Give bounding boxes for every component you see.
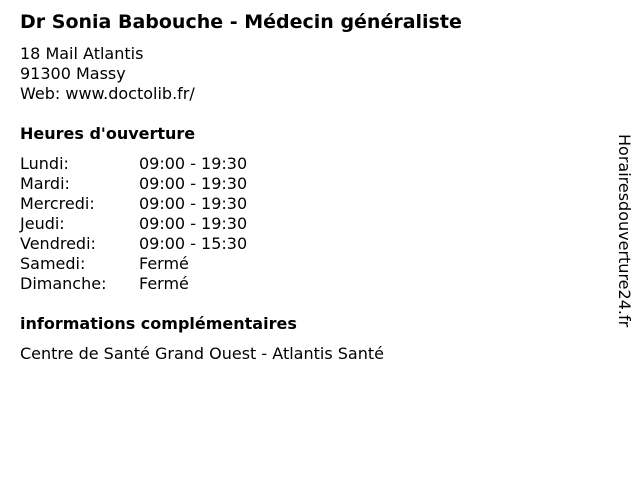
day-label: Dimanche:: [20, 274, 107, 293]
hours-row-sunday: [20, 274, 247, 294]
day-label: Samedi:: [20, 254, 86, 273]
day-label: Jeudi:: [20, 214, 65, 233]
hours-row-tuesday: [20, 174, 247, 194]
opening-hours-table: [20, 154, 247, 294]
hours-row-monday: [20, 154, 247, 174]
additional-info-heading: informations complémentaires: [20, 314, 297, 333]
day-label: Vendredi:: [20, 234, 96, 253]
hours-row-thursday: [20, 214, 247, 234]
hours-row-saturday: [20, 254, 247, 274]
street-address: 18 Mail Atlantis: [20, 44, 144, 63]
hours-value: 09:00 - 19:30: [139, 214, 248, 233]
hours-value: 09:00 - 19:30: [139, 194, 248, 213]
additional-info-text: Centre de Santé Grand Ouest - Atlantis Santé: [20, 344, 384, 363]
hours-value: 09:00 - 19:30: [139, 154, 248, 173]
business-info-card: [20, 0, 600, 480]
page-title: Dr Sonia Babouche - Médecin généraliste: [20, 11, 462, 33]
hours-value: Fermé: [139, 274, 189, 293]
hours-value: 09:00 - 15:30: [139, 234, 248, 253]
opening-hours-heading: Heures d'ouverture: [20, 124, 196, 143]
city-postcode: 91300 Massy: [20, 64, 126, 83]
hours-value: Fermé: [139, 254, 189, 273]
website-text: Web: www.doctolib.fr/: [20, 84, 195, 103]
day-label: Mardi:: [20, 174, 70, 193]
hours-row-friday: [20, 234, 247, 254]
day-label: Lundi:: [20, 154, 69, 173]
hours-row-wednesday: [20, 194, 247, 214]
address-block: [20, 44, 195, 104]
hours-value: 09:00 - 19:30: [139, 174, 248, 193]
day-label: Mercredi:: [20, 194, 95, 213]
site-watermark: Horairesdouverture24.fr: [615, 134, 634, 328]
